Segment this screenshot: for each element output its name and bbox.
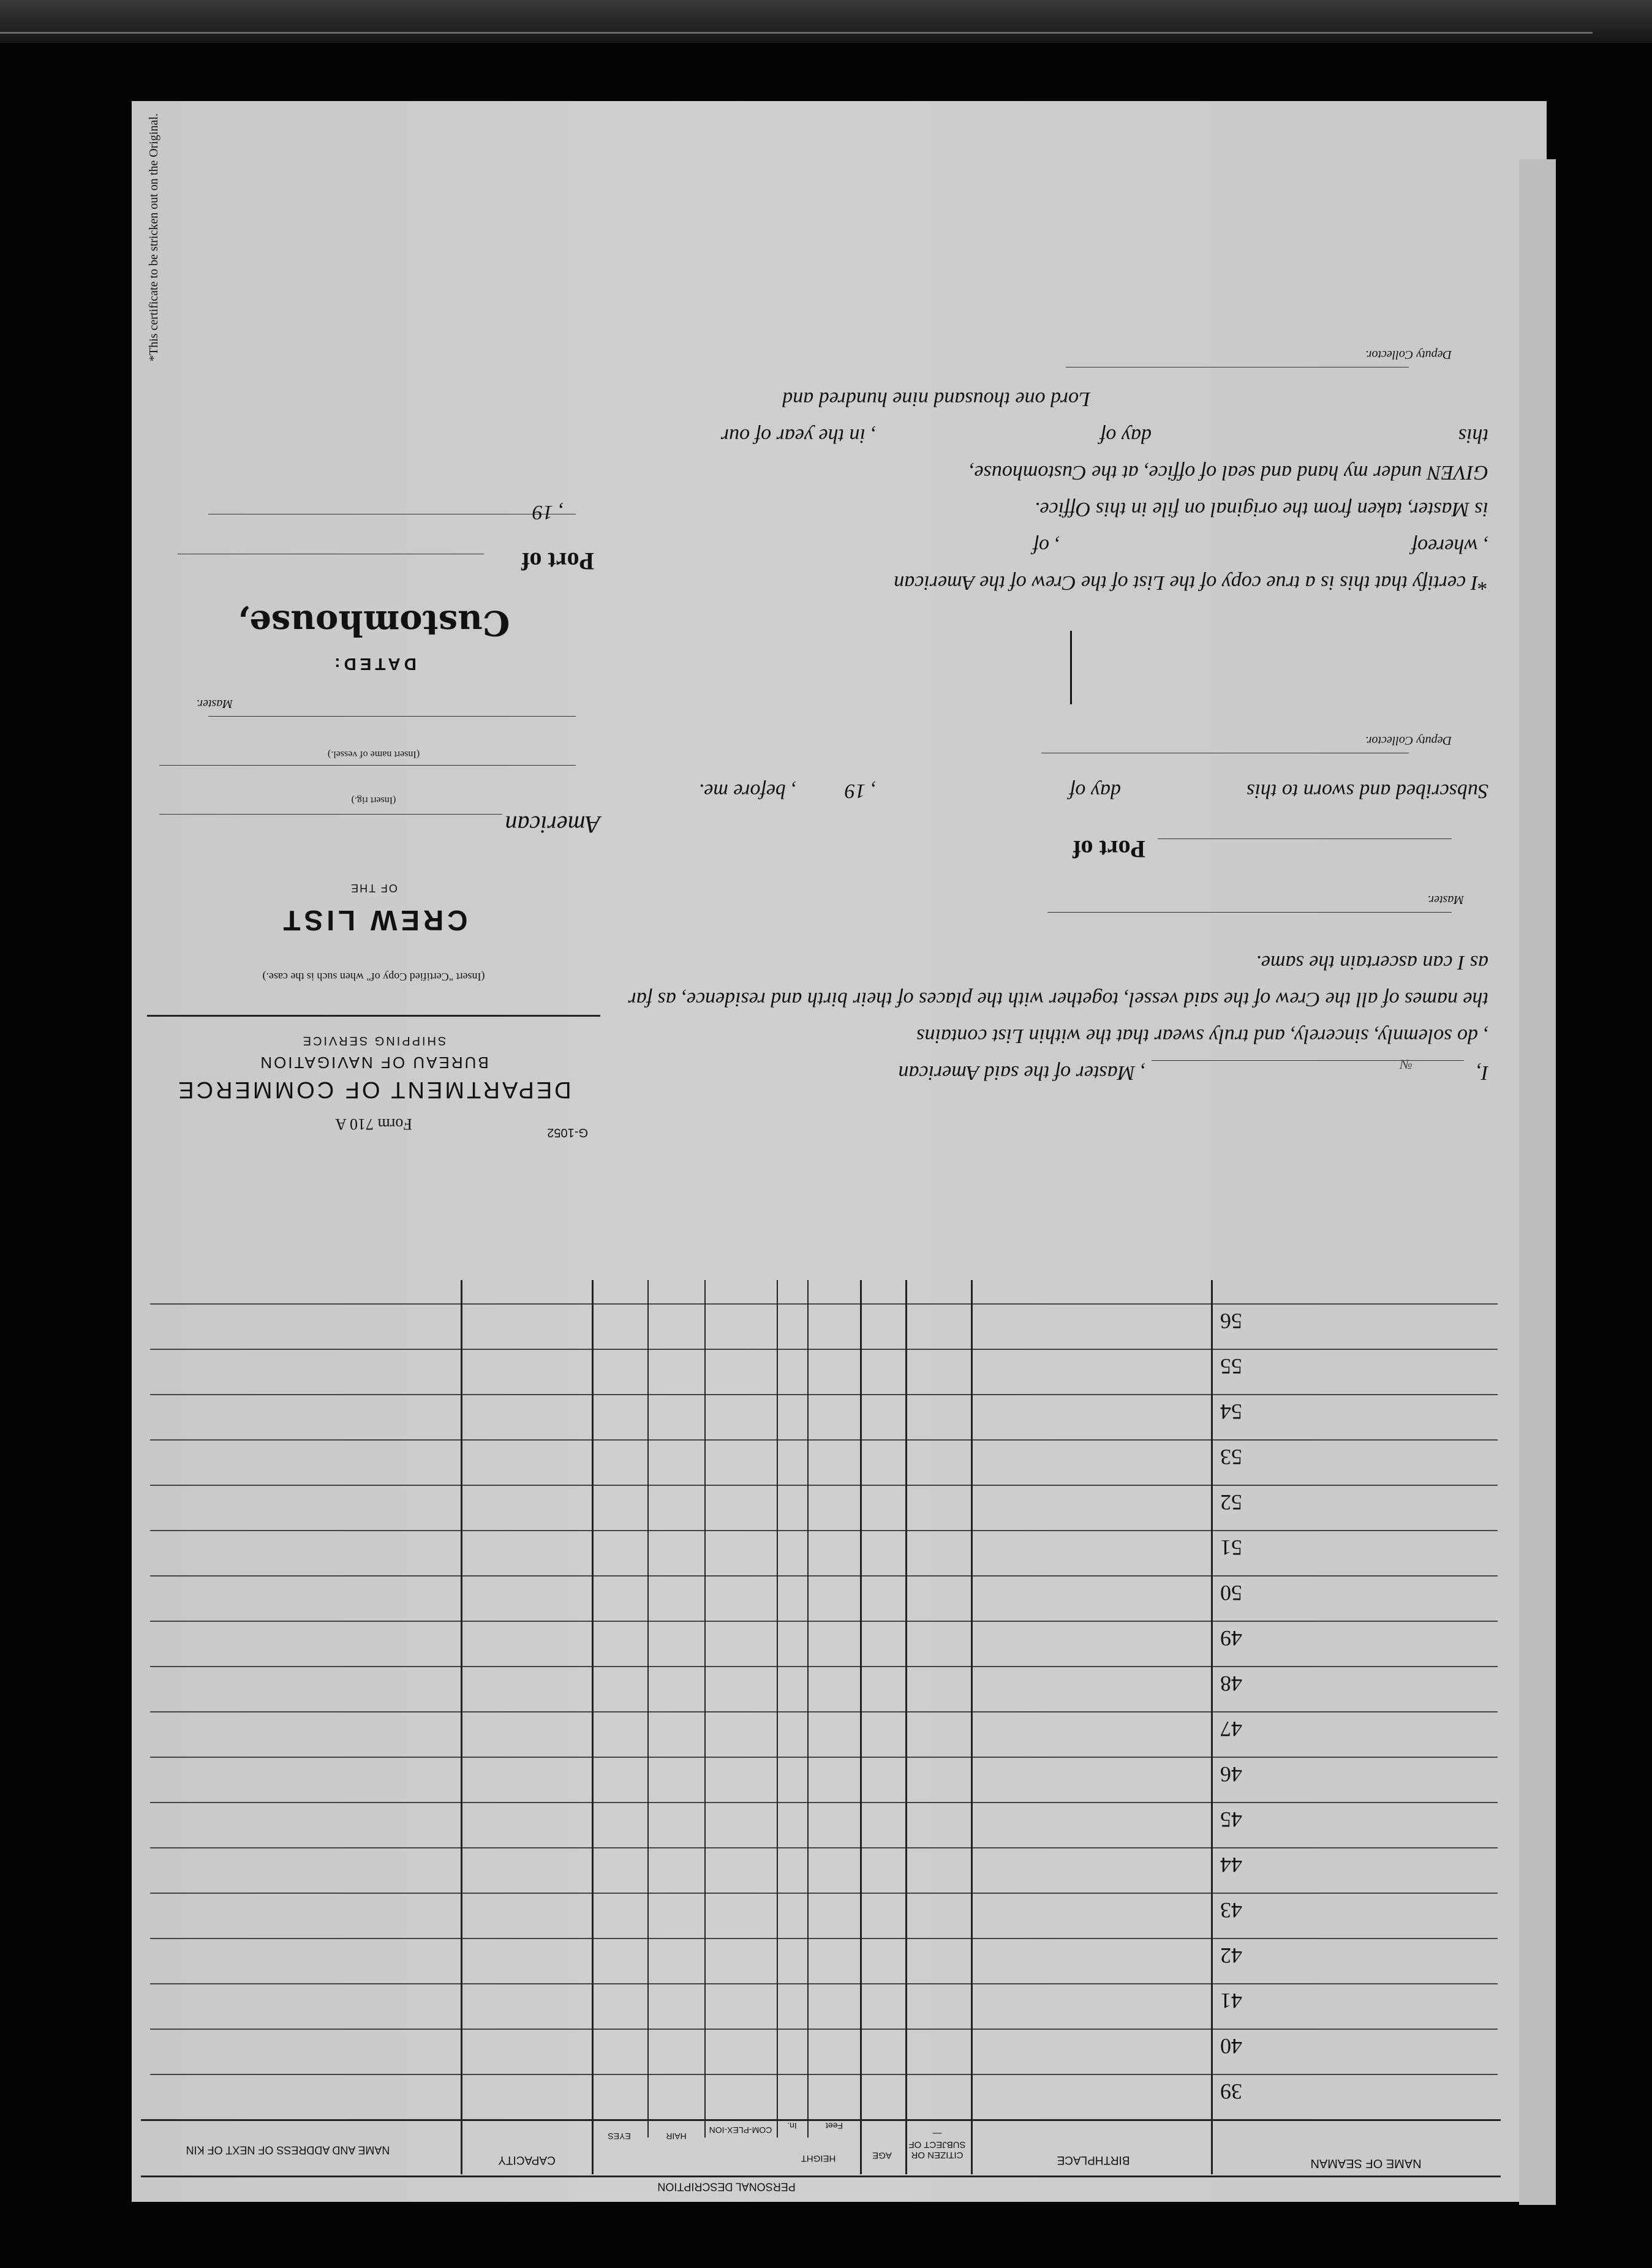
header-complexion: COM-PLEX-ION <box>709 2125 772 2136</box>
oath-port-of: Port of <box>1073 835 1145 863</box>
american-label: American <box>505 811 600 838</box>
col-divider <box>704 1280 706 2138</box>
certified-copy-note: (Insert "Certified Copy of" when such is the case.) <box>262 971 485 983</box>
col-divider <box>777 1280 778 2138</box>
scan-top-strip <box>0 0 1652 43</box>
header-hair: HAIR <box>666 2131 687 2142</box>
header-birthplace: BIRTHPLACE <box>1057 2153 1130 2166</box>
master-sig-line <box>1047 912 1452 913</box>
customhouse-label: Customhouse, <box>237 603 510 643</box>
table-row-number: 45 <box>1220 1807 1242 1832</box>
scan-top-line <box>0 32 1593 34</box>
oath-line2: , do solemnly, sincerely, and truly swear that the within List contains <box>916 1025 1488 1047</box>
table-row-line <box>150 1757 1498 1758</box>
oath-divider <box>1070 631 1072 704</box>
table-row-line <box>150 1847 1498 1848</box>
of-text: , of <box>1033 535 1060 557</box>
table-row-number: 49 <box>1220 1626 1242 1651</box>
lord-text: Lord one thousand nine hundred and <box>782 388 1090 410</box>
g-number: G-1052 <box>547 1126 588 1139</box>
col-divider <box>905 1280 907 2174</box>
before-me-text: , before me. <box>698 780 796 802</box>
deputy2-label: Deputy Collector. <box>1365 348 1452 361</box>
header-age: AGE <box>872 2150 892 2161</box>
oath-port-line <box>1158 838 1452 839</box>
master-sig-label: Master. <box>1427 893 1464 906</box>
header-citizen: CITIZEN OR SUBJECT OF— <box>908 2128 966 2160</box>
date-year: , 19 <box>532 501 564 524</box>
header-height: HEIGHT <box>801 2153 836 2164</box>
table-row-line <box>150 1530 1498 1531</box>
bureau-title: BUREAU OF NAVIGATION <box>258 1053 489 1072</box>
is-master-text: is Master, taken from the original on file in this Office. <box>1034 498 1488 521</box>
dated-label: DATED: <box>331 655 417 674</box>
insert-rig-note: (Insert rig.) <box>351 795 396 805</box>
table-row-number: 39 <box>1220 2079 1242 2104</box>
scan-mark: № <box>1400 1057 1412 1072</box>
table-row-line <box>150 1439 1498 1441</box>
table-row-line <box>150 1711 1498 1712</box>
table-row-line <box>150 1938 1498 1939</box>
table-row-line <box>150 2074 1498 2075</box>
deputy1-label: Deputy Collector. <box>1365 734 1452 747</box>
table-row-number: 50 <box>1220 1581 1242 1605</box>
day-of2-text: day of <box>1099 424 1152 447</box>
table-row-number: 47 <box>1220 1717 1242 1741</box>
table-row-number: 55 <box>1220 1354 1242 1379</box>
table-row-number: 53 <box>1220 1445 1242 1469</box>
table-row-number: 42 <box>1220 1943 1242 1968</box>
port-of-label: Port of <box>521 548 594 575</box>
oath-i: I, <box>1476 1061 1488 1084</box>
certify-text: *I certify that this is a true copy of the List of the Crew of the American <box>894 571 1488 594</box>
table-row-line <box>150 1666 1498 1667</box>
table-row-number: 56 <box>1220 1309 1242 1333</box>
of-the-label: OF THE <box>350 882 398 894</box>
given-text: GIVEN under my hand and seal of office, at the Customhouse, <box>968 461 1488 484</box>
table-row-line <box>150 1485 1498 1486</box>
divider <box>147 1015 600 1017</box>
cover-block <box>147 113 600 1158</box>
header-personal: PERSONAL DESCRIPTION <box>657 2180 796 2193</box>
form-number: Form 710 A <box>335 1115 412 1133</box>
oath-block <box>628 141 1488 1096</box>
table-row-line <box>150 1802 1498 1803</box>
table-row-number: 54 <box>1220 1400 1242 1424</box>
table-row-line <box>150 1394 1498 1395</box>
table-row-number: 41 <box>1220 1989 1242 2013</box>
table-row-line <box>150 1575 1498 1577</box>
table-row-number: 44 <box>1220 1853 1242 1877</box>
oath-line4: as I can ascertain the same. <box>1256 951 1488 974</box>
col-divider <box>461 1280 462 2174</box>
document-title: CREW LIST <box>279 905 468 936</box>
master-line <box>208 716 576 717</box>
header-capacity: CAPACITY <box>498 2153 556 2166</box>
table-row-line <box>150 1893 1498 1894</box>
table-row-line <box>150 1349 1498 1350</box>
footnote: *This certificate to be stricken out on the Original. <box>147 113 160 361</box>
table-row-number: 46 <box>1220 1762 1242 1787</box>
table-row-line <box>150 1303 1498 1305</box>
year-of-our-text: , in the year of our <box>720 424 876 447</box>
table-row-line <box>150 1621 1498 1622</box>
service-title: SHIPPING SERVICE <box>301 1034 447 1047</box>
table-row-number: 40 <box>1220 2034 1242 2059</box>
col-divider <box>1211 1280 1213 2174</box>
rig-line <box>159 814 502 815</box>
table-row-line <box>150 1983 1498 1984</box>
whereof-text: , whereof <box>1411 535 1488 557</box>
bottom-rule <box>141 2176 1501 2177</box>
table-row-number: 43 <box>1220 1898 1242 1923</box>
this-text: this <box>1458 424 1488 447</box>
oath-line1: , Master of the said American <box>898 1061 1145 1084</box>
header-inches: In. <box>787 2121 797 2131</box>
insert-vessel-note: (Insert name of vessel.) <box>327 749 420 759</box>
col-divider <box>807 1280 809 2138</box>
vessel-line <box>159 765 576 766</box>
oath-line3: the names of all the Crew of the said vessel, together with the places of their birth and residence, as far <box>628 988 1488 1011</box>
col-divider <box>647 1280 649 2138</box>
department-title: DEPARTMENT OF COMMERCE <box>176 1077 571 1102</box>
header-name: NAME OF SEAMAN <box>1310 2157 1422 2170</box>
col-divider <box>971 1280 973 2174</box>
paper-edge <box>1519 159 1556 2205</box>
table-row-line <box>150 2029 1498 2030</box>
header-eyes: EYES <box>608 2131 631 2142</box>
table-row-number: 48 <box>1220 1671 1242 1696</box>
col-divider <box>860 1280 862 2174</box>
year-text: , 19 <box>845 780 876 802</box>
header-feet: Feet <box>826 2121 843 2131</box>
table-row-number: 51 <box>1220 1535 1242 1560</box>
day-of-text: day of <box>1069 780 1121 802</box>
master-label: Master. <box>196 697 233 710</box>
table-row-number: 52 <box>1220 1490 1242 1515</box>
subscribed-text: Subscribed and sworn to this <box>1247 780 1488 802</box>
header-next-of-kin: NAME AND ADDRESS OF NEXT OF KIN <box>186 2144 390 2157</box>
col-divider <box>592 1280 594 2174</box>
oath-name-line <box>1152 1060 1464 1061</box>
